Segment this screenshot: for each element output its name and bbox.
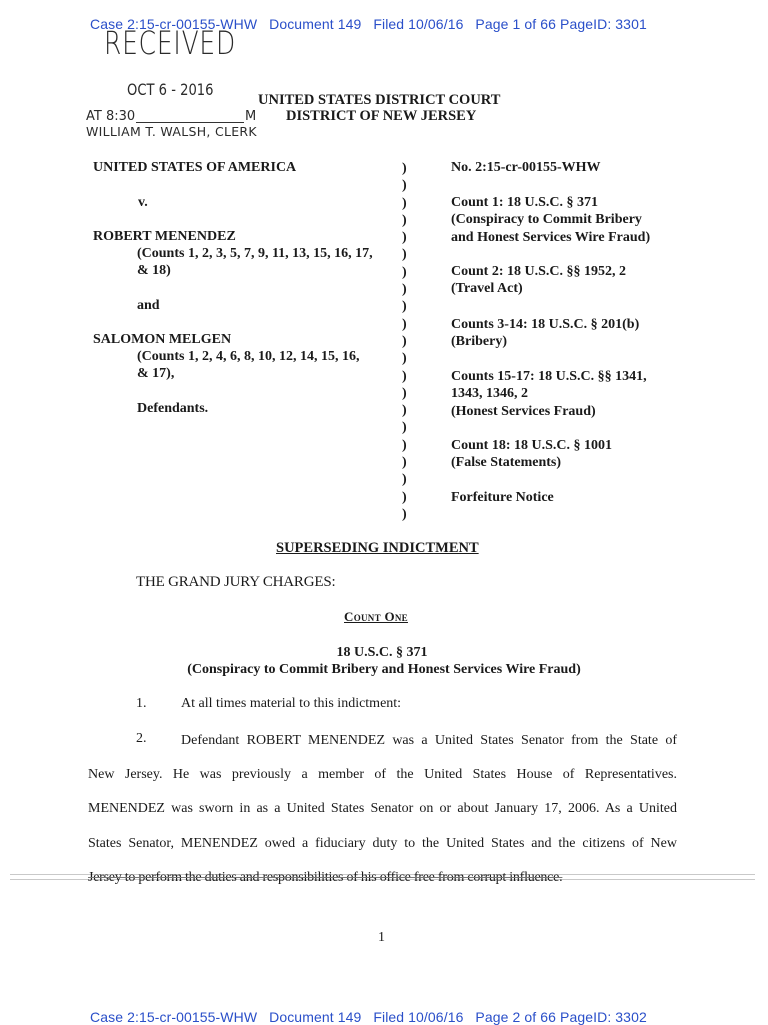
charge-line: Count 2: 18 U.S.C. §§ 1952, 2 bbox=[451, 264, 627, 279]
caption-paren: ) bbox=[402, 299, 407, 315]
caption-paren: ) bbox=[402, 489, 407, 505]
paragraph-line: MENENDEZ was sworn in as a United States Senator on or about January 17, 2006. As a United bbox=[88, 801, 677, 816]
document-title: SUPERSEDING INDICTMENT bbox=[276, 540, 479, 556]
charge-line: Count 1: 18 U.S.C. § 371 bbox=[451, 195, 599, 210]
count-heading: Count One bbox=[344, 609, 408, 624]
caption-paren: ) bbox=[402, 247, 407, 263]
case-number: No. 2:15-cr-00155-WHW bbox=[451, 160, 601, 175]
charge-line: (Honest Services Fraud) bbox=[451, 403, 596, 419]
caption-paren-column bbox=[402, 160, 407, 523]
charge-line: Counts 3-14: 18 U.S.C. § 201(b) bbox=[451, 317, 640, 332]
caption-paren: ) bbox=[402, 195, 407, 211]
caption-paren: ) bbox=[402, 420, 407, 436]
grand-jury-charges: THE GRAND JURY CHARGES: bbox=[136, 574, 336, 590]
stamp-clerk: WILLIAM T. WALSH, CLERK bbox=[86, 124, 257, 139]
caption-defendant-melgen: SALOMON MELGEN bbox=[93, 332, 232, 347]
caption-plaintiff: UNITED STATES OF AMERICA bbox=[93, 160, 297, 175]
caption-paren: ) bbox=[402, 368, 407, 384]
stamp-date: OCT 6 - 2016 bbox=[127, 80, 214, 99]
caption-paren: ) bbox=[402, 316, 407, 332]
caption-paren: ) bbox=[402, 161, 407, 176]
charge-line: (Travel Act) bbox=[451, 281, 523, 297]
charge-line: (False Statements) bbox=[451, 455, 562, 471]
caption-defendants-label: Defendants. bbox=[137, 401, 209, 416]
count-statute: 18 U.S.C. § 371 bbox=[336, 645, 428, 660]
caption-menendez-counts-cont: & 18) bbox=[137, 263, 171, 278]
charge-line: Count 18: 18 U.S.C. § 1001 bbox=[451, 438, 613, 453]
caption-paren: ) bbox=[402, 212, 407, 228]
paragraph-line: Jersey to perform the duties and responsibilities of his office free from corrupt influence. bbox=[88, 870, 563, 885]
charge-line: (Conspiracy to Commit Bribery bbox=[451, 212, 642, 228]
charge-line: (Bribery) bbox=[451, 334, 507, 350]
paragraph-line: States Senator, MENENDEZ owed a fiduciary duty to the United States and the citizens of New bbox=[88, 836, 677, 851]
caption-paren: ) bbox=[402, 178, 407, 194]
received-stamp: RECEIVED bbox=[104, 24, 236, 62]
page-number: 1 bbox=[378, 930, 385, 945]
charge-line: and Honest Services Wire Fraud) bbox=[451, 229, 651, 245]
stamp-time-blank bbox=[136, 122, 244, 123]
caption-versus: v. bbox=[138, 195, 148, 210]
caption-paren: ) bbox=[402, 333, 407, 349]
court-district: DISTRICT OF NEW JERSEY bbox=[286, 108, 477, 124]
caption-defendant-menendez: ROBERT MENENDEZ bbox=[93, 229, 236, 244]
caption-paren: ) bbox=[402, 437, 407, 453]
ecf-header-next-page: Case 2:15-cr-00155-WHW Document 149 Filed 10/06/16 Page 2 of 66 PageID: 3302 bbox=[90, 1009, 647, 1025]
paragraph-text: At all times material to this indictment: bbox=[181, 696, 402, 711]
caption-melgen-counts-cont: & 17), bbox=[137, 366, 175, 381]
count-description: (Conspiracy to Commit Bribery and Honest Services Wire Fraud) bbox=[187, 662, 581, 677]
caption-paren: ) bbox=[402, 230, 407, 246]
caption-paren: ) bbox=[402, 385, 407, 401]
caption-paren: ) bbox=[402, 403, 407, 419]
caption-and: and bbox=[137, 298, 160, 313]
paragraph-line: Defendant ROBERT MENENDEZ was a United States Senator from the State of bbox=[181, 733, 677, 748]
caption-melgen-counts: (Counts 1, 2, 4, 6, 8, 10, 12, 14, 15, 16, bbox=[137, 349, 360, 364]
paragraph-number: 1. bbox=[136, 696, 147, 711]
paragraph-number: 2. bbox=[136, 731, 147, 746]
caption-paren: ) bbox=[402, 264, 407, 280]
charge-line: Counts 15-17: 18 U.S.C. §§ 1341, bbox=[451, 369, 647, 384]
stamp-time: AT 8:30 bbox=[86, 109, 136, 124]
ecf-header: Case 2:15-cr-00155-WHW Document 149 Filed 10/06/16 Page 1 of 66 PageID: 3301 bbox=[90, 16, 647, 32]
caption-paren: ) bbox=[402, 351, 407, 367]
caption-menendez-counts: (Counts 1, 2, 3, 5, 7, 9, 11, 13, 15, 16, 17, bbox=[137, 246, 373, 261]
caption-paren: ) bbox=[402, 282, 407, 298]
stamp-meridiem: M bbox=[245, 109, 257, 124]
caption-paren: ) bbox=[402, 455, 407, 471]
caption-paren: ) bbox=[402, 472, 407, 488]
paragraph-line: New Jersey. He was previously a member of the United States House of Representatives. bbox=[88, 767, 677, 782]
caption-paren: ) bbox=[402, 506, 407, 522]
forfeiture-notice: Forfeiture Notice bbox=[451, 490, 554, 505]
charge-line: 1343, 1346, 2 bbox=[451, 386, 528, 402]
court-name: UNITED STATES DISTRICT COURT bbox=[258, 92, 501, 108]
